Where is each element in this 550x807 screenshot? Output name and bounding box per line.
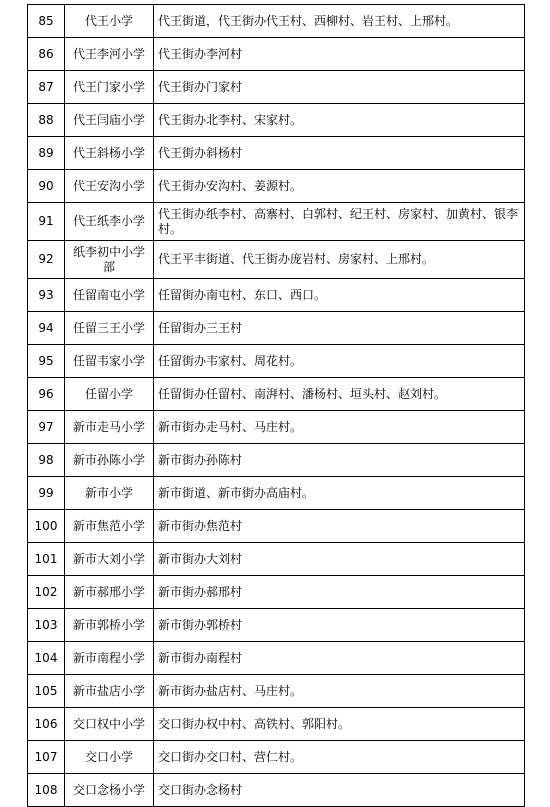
school-name: 新市郝邢小学: [65, 576, 154, 609]
table-row: [28, 378, 525, 411]
row-number: 85: [28, 5, 65, 38]
school-name: 新市小学: [65, 477, 154, 510]
service-area: 代王街办北李村、宋家村。: [154, 104, 525, 137]
service-area: 代王街办斜杨村: [154, 137, 525, 170]
service-area: 代王街办门家村: [154, 71, 525, 104]
row-number: 97: [28, 411, 65, 444]
school-name: 交口小学: [65, 741, 154, 774]
table-row: [28, 38, 525, 71]
table-row: [28, 312, 525, 345]
service-area: 新市街办大刘村: [154, 543, 525, 576]
school-name: 新市盐店小学: [65, 675, 154, 708]
service-area: 任留街办任留村、南湃村、潘杨村、垣头村、赵刘村。: [154, 378, 525, 411]
row-number: 99: [28, 477, 65, 510]
school-name: 新市焦范小学: [65, 510, 154, 543]
table-row: [28, 104, 525, 137]
row-number: 106: [28, 708, 65, 741]
table-row: [28, 477, 525, 510]
school-name: 任留韦家小学: [65, 345, 154, 378]
row-number: 92: [28, 241, 65, 279]
row-number: 95: [28, 345, 65, 378]
table-body: [28, 5, 525, 807]
service-area: 代王街办安沟村、姜源村。: [154, 170, 525, 203]
service-area: 新市街办郝邢村: [154, 576, 525, 609]
service-area: 任留街办南屯村、东口、西口。: [154, 279, 525, 312]
service-area: 新市街办走马村、马庄村。: [154, 411, 525, 444]
row-number: 101: [28, 543, 65, 576]
table-row: [28, 5, 525, 38]
table-row: [28, 279, 525, 312]
service-area: 交口街办交口村、营仁村。: [154, 741, 525, 774]
table-row: [28, 543, 525, 576]
school-name: 新市南程小学: [65, 642, 154, 675]
service-area: 新市街办孙陈村: [154, 444, 525, 477]
school-district-table: [27, 4, 525, 807]
table-row: [28, 642, 525, 675]
table-row: [28, 137, 525, 170]
table-row: [28, 576, 525, 609]
service-area: 新市街办焦范村: [154, 510, 525, 543]
service-area: 任留街办三王村: [154, 312, 525, 345]
service-area: 任留街办韦家村、周花村。: [154, 345, 525, 378]
table-row: [28, 71, 525, 104]
row-number: 104: [28, 642, 65, 675]
school-name: 任留南屯小学: [65, 279, 154, 312]
school-name: 新市郭桥小学: [65, 609, 154, 642]
table-row: [28, 203, 525, 241]
table-row: [28, 675, 525, 708]
row-number: 107: [28, 741, 65, 774]
row-number: 96: [28, 378, 65, 411]
table-row: [28, 345, 525, 378]
row-number: 86: [28, 38, 65, 71]
row-number: 91: [28, 203, 65, 241]
school-name: 代王小学: [65, 5, 154, 38]
table-row: [28, 444, 525, 477]
school-name: 交口权中小学: [65, 708, 154, 741]
row-number: 93: [28, 279, 65, 312]
school-name: 任留小学: [65, 378, 154, 411]
row-number: 87: [28, 71, 65, 104]
row-number: 102: [28, 576, 65, 609]
table-row: [28, 774, 525, 807]
school-name: 代王斜杨小学: [65, 137, 154, 170]
service-area: 代王街办李河村: [154, 38, 525, 71]
school-name: 新市走马小学: [65, 411, 154, 444]
table-row: [28, 741, 525, 774]
school-name: 新市大刘小学: [65, 543, 154, 576]
table-row: [28, 708, 525, 741]
row-number: 100: [28, 510, 65, 543]
table-row: [28, 170, 525, 203]
school-name: 代王李河小学: [65, 38, 154, 71]
school-name: 代王纸李小学: [65, 203, 154, 241]
table-row: [28, 411, 525, 444]
service-area: 新市街办郭桥村: [154, 609, 525, 642]
school-name: 交口念杨小学: [65, 774, 154, 807]
service-area: 交口街办念杨村: [154, 774, 525, 807]
service-area: 代王街道，代王街办代王村、西柳村、岩王村、上邢村。: [154, 5, 525, 38]
row-number: 98: [28, 444, 65, 477]
school-name: 代王门家小学: [65, 71, 154, 104]
service-area: 新市街办盐店村、马庄村。: [154, 675, 525, 708]
table-row: [28, 241, 525, 279]
row-number: 108: [28, 774, 65, 807]
row-number: 103: [28, 609, 65, 642]
table-row: [28, 609, 525, 642]
row-number: 94: [28, 312, 65, 345]
service-area: 代王平丰街道、代王街办庞岩村、房家村、上邢村。: [154, 241, 525, 279]
service-area: 交口街办权中村、高铁村、郭阳村。: [154, 708, 525, 741]
school-name: 代王安沟小学: [65, 170, 154, 203]
row-number: 89: [28, 137, 65, 170]
row-number: 105: [28, 675, 65, 708]
table-row: [28, 510, 525, 543]
school-name: 新市孙陈小学: [65, 444, 154, 477]
service-area: 新市街道、新市街办高庙村。: [154, 477, 525, 510]
row-number: 90: [28, 170, 65, 203]
school-name: 纸李初中小学部: [65, 241, 154, 279]
school-name: 任留三王小学: [65, 312, 154, 345]
service-area: 代王街办纸李村、高寨村、白郭村、纪王村、房家村、加黄村、银李村。: [154, 203, 525, 241]
row-number: 88: [28, 104, 65, 137]
service-area: 新市街办南程村: [154, 642, 525, 675]
school-name: 代王闫庙小学: [65, 104, 154, 137]
